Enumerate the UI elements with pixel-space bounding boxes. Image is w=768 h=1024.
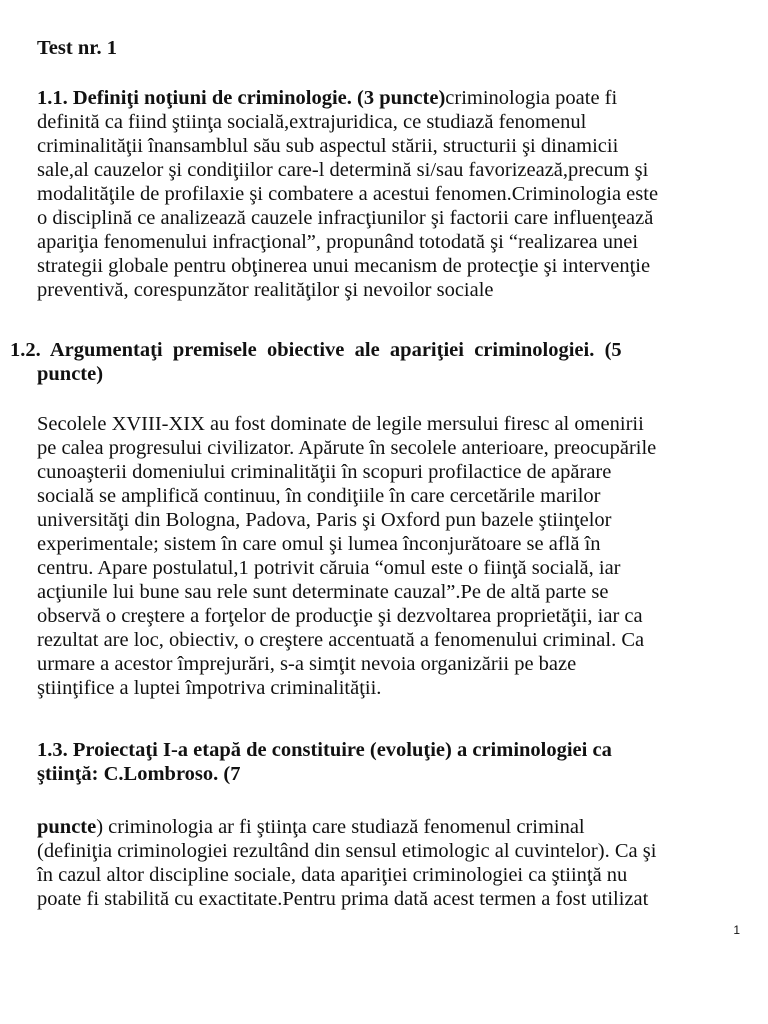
paragraph-line: (definiţia criminologiei rezultând din sensul etimologic al cuvintelor). Ca şi (37, 840, 657, 862)
paragraph-line: apariţia fenomenului infracţional”, propunând totodată şi “realizarea unei (37, 231, 639, 253)
section-1-2-body (37, 412, 752, 700)
section-1-1-heading: 1.1. Definiţi noţiuni de criminologie. (3 puncte) (37, 87, 446, 109)
section-1-2-heading-line: puncte) (37, 363, 104, 385)
paragraph-line: modalităţile de profilaxie şi combatere a acestui fenomen.Criminologia este (37, 183, 659, 205)
section-1-1 (37, 86, 752, 302)
paragraph-line: socială se amplifică continuu, în condiţiile în care cercetările marilor (37, 485, 601, 507)
paragraph-line: experimentale; sistem în care omul şi lumea înconjurătoare se află în (37, 533, 601, 555)
paragraph-line: rezultat are loc, obiectiv, o creştere accentuată a fenomenului criminal. Ca (37, 629, 645, 651)
paragraph-line: ) criminologia ar fi ştiinţa care studiază fenomenul criminal (96, 816, 585, 838)
paragraph-line: universităţi din Bologna, Padova, Paris şi Oxford pun bazele ştiinţelor (37, 509, 612, 531)
paragraph-line: centru. Apare postulatul,1 potrivit căruia “omul este o fiinţă socială, iar (37, 557, 621, 579)
section-1-3-heading (37, 738, 752, 786)
section-1-3-first-line (37, 815, 752, 839)
section-1-3-heading-line: 1.3. Proiectaţi I-a etapă de constituire (evoluţie) a criminologiei ca (37, 739, 612, 761)
paragraph-line: o disciplină ce analizează cauzele infracţiunilor şi factorii care influenţează (37, 207, 654, 229)
section-1-2-heading-line: 1.2. Argumentaţi premisele obiective ale apariţiei criminologiei. (5 (10, 339, 622, 361)
bold-word: puncte (37, 816, 97, 838)
paragraph-line: strategii globale pentru obţinerea unui mecanism de protecţie şi intervenţie (37, 255, 651, 277)
paragraph-line: în cazul altor discipline sociale, data apariţiei criminologiei ca ştiinţă nu (37, 864, 628, 886)
paragraph-line: acţiunile lui bune sau rele sunt determinate cauzal”.Pe de altă parte se (37, 581, 609, 603)
section-1-1-first-line (37, 86, 752, 110)
paragraph-line: ştiinţifice a luptei împotriva criminalităţii. (37, 677, 382, 699)
paragraph-line: observă o creştere a forţelor de producţie şi dezvoltarea proprietăţii, iar ca (37, 605, 643, 627)
paragraph-line: poate fi stabilită cu exactitate.Pentru prima dată acest termen a fost utilizat (37, 888, 649, 910)
section-1-3-body (37, 815, 752, 911)
document-title: Test nr. 1 (37, 37, 117, 59)
paragraph-line: preventivă, corespunzător realităţilor şi nevoilor sociale (37, 279, 494, 301)
paragraph-line: cunoaşterii domeniului criminalităţii în scopuri profilactice de apărare (37, 461, 612, 483)
paragraph-line: pe calea progresului civilizator. Apărute în secolele anterioare, preocupările (37, 437, 657, 459)
section-1-3-heading-line: ştiinţă: C.Lombroso. (7 (37, 763, 241, 785)
page-number: 1 (733, 923, 740, 937)
paragraph-line: sale,al cauzelor şi condiţiilor care-l determină si/sau favorizează,precum şi (37, 159, 649, 181)
paragraph-line: urmare a acestor împrejurări, s-a simţit nevoia organizării pe baze (37, 653, 577, 675)
section-1-2-heading (10, 338, 752, 386)
paragraph-line: definită ca fiind ştiinţa socială,extrajuridica, ce studiază fenomenul (37, 111, 587, 133)
paragraph-line: criminalităţii înansamblul său sub aspectul stării, structurii şi dinamicii (37, 135, 619, 157)
paragraph-line: Secolele XVIII-XIX au fost dominate de legile mersului firesc al omenirii (37, 413, 644, 435)
paragraph-line: criminologia poate fi (445, 87, 618, 109)
